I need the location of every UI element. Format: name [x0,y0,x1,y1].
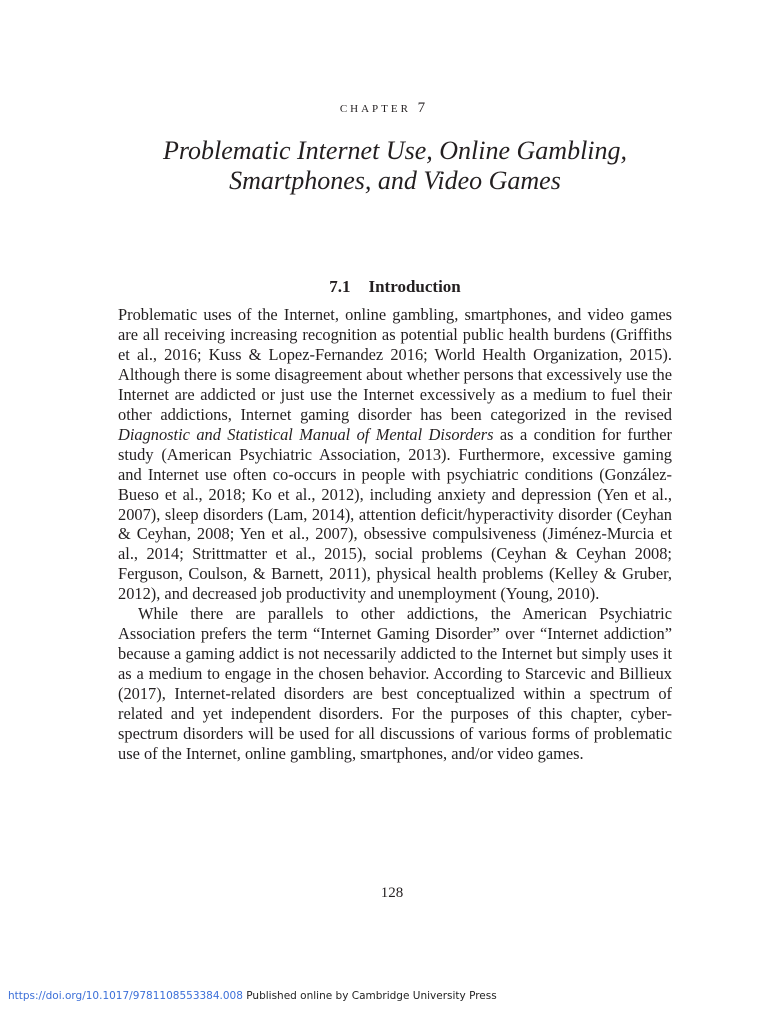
published-note: Published online by Cambridge University Press [246,990,497,1002]
paragraph-1-italic-title: Diagnostic and Statistical Manual of Mental Disorders [118,424,494,444]
paragraph-1-text-a: Problematic uses of the Internet, online gambling, smartphones, and video games are all receiving increasing recognition as potential public health burdens (Griffiths et al., 2016; Kuss & Lopez-Fernandez 2016; World Health Organization, 2015). Although there is some disagreement about whether persons that excessively use the Internet are addicted or just use the Internet excessively as a medium to fuel their other addictions, Internet gaming disorder has been categorized in the revised [118,305,672,424]
footer [8,990,497,1002]
doi-link[interactable]: https://doi.org/10.1017/9781108553384.008 [8,990,243,1002]
section-title: Introduction [368,277,461,296]
page-number: 128 [380,885,404,901]
chapter-label: chapter 7 [339,100,429,116]
paragraph-2: While there are parallels to other addictions, the American Psychiatric Association prefers the term “Internet Gaming Disorder” over “Internet addiction” because a gaming addict is not necessarily addicted to the Internet but simply uses it as a medium to engage in the chosen behavior. According to Starcevic and Billieux (2017), Internet-related disorders are best conceptualized within a spectrum of related and yet independent disorders. For the purposes of this chapter, cyber-spectrum disorders will be used for all discussions of various forms of problematic use of the Internet, online gambling, smartphones, and/or video games. [118,604,672,763]
body-text [118,305,672,764]
paragraph-1-text-b: as a condition for further study (American Psychiatric Association, 2013). Furthermore, excessive gaming and Internet use often co-occurs in people with psychiatric conditions (González-Bueso et al., 2018; Ko et al., 2012), including anxiety and depression (Yen et al., 2007), sleep disorders (Lam, 2014), attention deficit/hyperactivity disorder (Ceyhan & Ceyhan, 2008; Yen et al., 2007), obsessive compulsiveness (Jiménez-Murcia et al., 2014; Strittmatter et al., 2015), social problems (Ceyhan & Ceyhan 2008; Ferguson, Coulson, & Barnett, 2011), physical health problems (Kelley & Gruber, 2012), and decreased job productivity and unemployment (Young, 2010). [118,424,672,604]
paragraph-1 [118,305,672,604]
section-heading [118,277,672,297]
chapter-title: Problematic Internet Use, Online Gambling, Smartphones, and Video Games [162,136,628,195]
section-number: 7.1 [329,277,351,296]
